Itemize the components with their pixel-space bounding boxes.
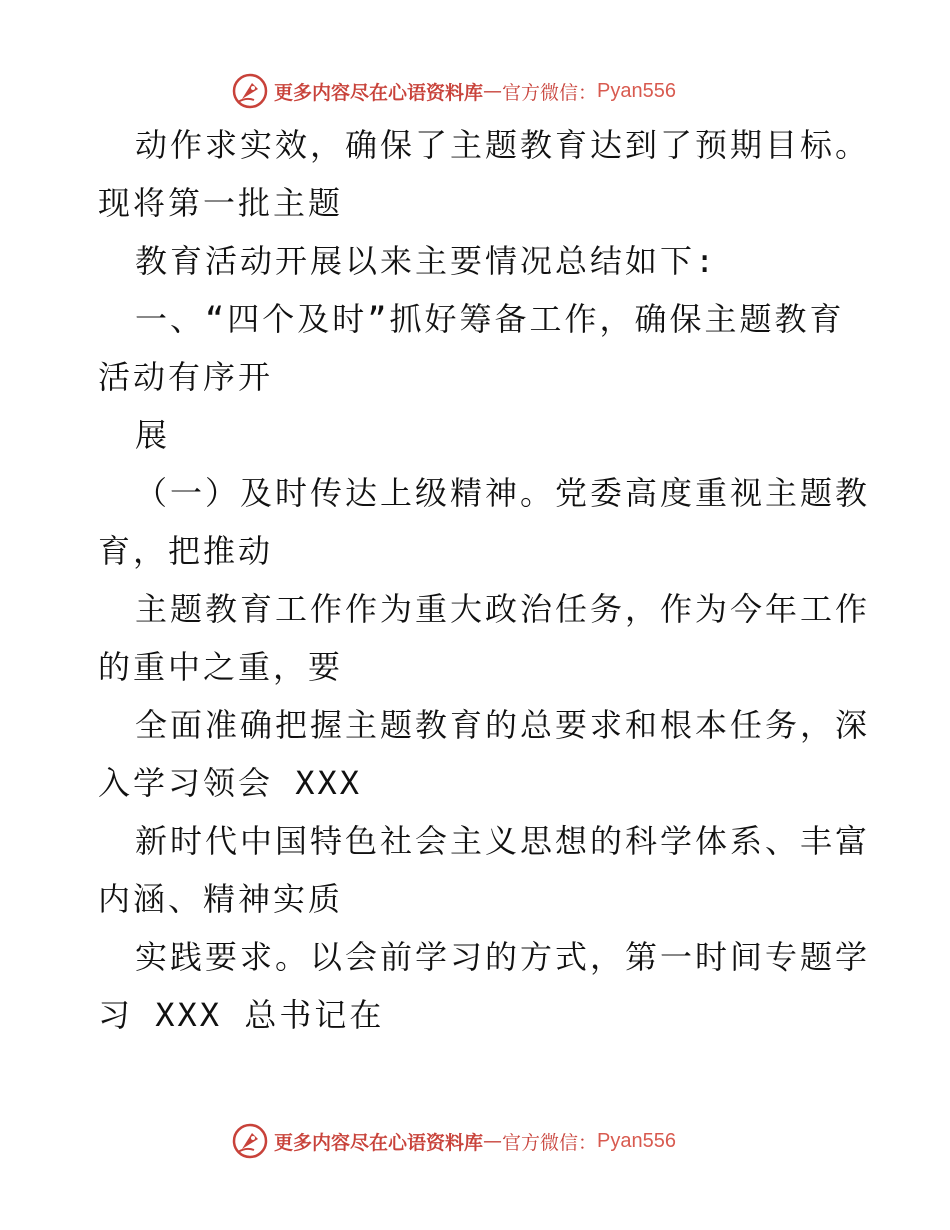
text-line: 习 XXX 总书记在 xyxy=(98,996,385,1034)
pen-nib-logo-icon xyxy=(232,73,268,109)
watermark-dash: — xyxy=(483,80,503,102)
watermark-wechat-id: Pyan556 xyxy=(597,1129,676,1152)
text-line: 教育活动开展以来主要情况总结如下: xyxy=(135,242,718,280)
watermark-main-text: 更多内容尽在心语资料库 xyxy=(274,81,484,104)
section-heading-line: 一、“四个及时”抓好筹备工作，确保主题教育 xyxy=(135,300,845,338)
text-line: 主题教育工作作为重大政治任务，作为今年工作 xyxy=(135,590,871,628)
section-heading-line: 活动有序开 xyxy=(98,358,274,396)
watermark-dash: — xyxy=(483,1130,503,1152)
document-body xyxy=(98,116,871,1044)
pen-nib-logo-icon xyxy=(232,1123,268,1159)
header-watermark xyxy=(232,71,722,111)
watermark-label: 官方微信： xyxy=(502,1131,598,1154)
watermark-main-text: 更多内容尽在心语资料库 xyxy=(274,1131,484,1154)
text-line: （一）及时传达上级精神。党委高度重视主题教 xyxy=(135,474,871,512)
watermark-wechat-id: Pyan556 xyxy=(597,79,676,102)
section-heading-line: 展 xyxy=(135,416,171,454)
watermark-label: 官方微信： xyxy=(502,81,598,104)
text-line: 动作求实效，确保了主题教育达到了预期目标。 xyxy=(135,126,871,164)
text-line: 现将第一批主题 xyxy=(98,184,344,222)
text-line: 内涵、精神实质 xyxy=(98,880,344,918)
text-line: 的重中之重，要 xyxy=(98,648,344,686)
text-line: 实践要求。以会前学习的方式，第一时间专题学 xyxy=(135,938,871,976)
footer-watermark xyxy=(232,1121,722,1161)
text-line: 新时代中国特色社会主义思想的科学体系、丰富 xyxy=(135,822,871,860)
text-line: 育，把推动 xyxy=(98,532,274,570)
text-line: 入学习领会 XXX xyxy=(98,764,363,802)
text-line: 全面准确把握主题教育的总要求和根本任务，深 xyxy=(135,706,871,744)
